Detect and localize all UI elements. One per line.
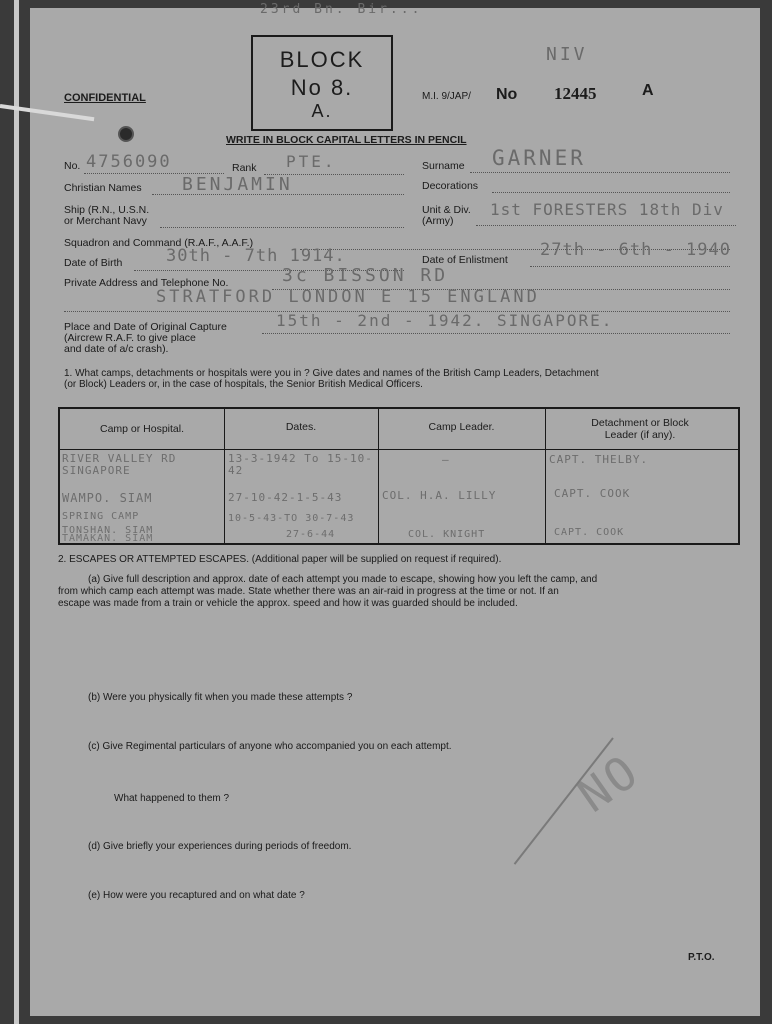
unit-label-1: Unit & Div. [422, 204, 471, 216]
rank-label: Rank [232, 162, 257, 174]
rank-value: PTE. [286, 152, 337, 171]
ref-suffix: A [642, 82, 654, 99]
christian-names-label: Christian Names [64, 182, 142, 194]
ref-number: 12445 [554, 84, 597, 103]
top-note: 23rd Bn. Bir... [260, 2, 423, 17]
ref-no-label: No [496, 86, 518, 103]
q1-text-1: 1. What camps, detachments or hospitals were you in ? Give dates and names of the British Camp Leaders, Detachment [64, 368, 599, 379]
table-row-1-camp: RIVER VALLEY RD SINGAPORE [62, 452, 177, 477]
address-value-1: 3c BISSON RD [282, 265, 449, 286]
q2-a-line-1: (a) Give full description and approx. date of each attempt you made to escape, showing how you left the camp, and [88, 574, 598, 585]
ref-code: M.I. 9/JAP/ [422, 91, 471, 102]
stamp-line-1: BLOCK [279, 47, 365, 72]
surname-label: Surname [422, 160, 465, 172]
pto-label: P.T.O. [688, 952, 715, 963]
q2-heading: 2. ESCAPES OR ATTEMPTED ESCAPES. (Additional paper will be supplied on request if required). [58, 554, 502, 565]
ship-label-1: Ship (R.N., U.S.N. [64, 204, 150, 216]
header-dates: Dates. [285, 421, 317, 433]
header-camp-leader: Camp Leader. [428, 421, 495, 433]
table-row-1-leader: — [442, 453, 450, 466]
unit-value: 1st FORESTERS 18th Div [490, 200, 724, 219]
table-row-5-dates: 27-6-44 [286, 529, 336, 540]
q2-e: (e) How were you recaptured and on what date ? [88, 890, 305, 901]
binding-cord [14, 0, 19, 1024]
table-row-2-camp: WAMPO. SIAM [62, 491, 153, 505]
capture-label-2: (Aircrew R.A.F. to give place [64, 332, 196, 344]
table-row-1-detachment: CAPT. THELBY. [549, 453, 649, 466]
christian-names-value: BENJAMIN [182, 174, 293, 195]
table-row-2-leader: COL. H.A. LILLY [382, 489, 497, 502]
confidential-label: CONFIDENTIAL [64, 92, 146, 104]
address-value-2: STRATFORD LONDON E 15 ENGLAND [156, 287, 540, 307]
dob-label: Date of Birth [64, 257, 123, 269]
stamp-line-3: A. [311, 101, 333, 121]
table-row-5-detachment: CAPT. COOK [554, 527, 625, 538]
table-row-4-camp: TONSHAN. SIAM [62, 525, 154, 536]
decorations-label: Decorations [422, 180, 479, 192]
niv-note: NIV [546, 44, 588, 65]
header-detachment: Detachment or Block Leader (if any). [591, 417, 689, 441]
surname-value: GARNER [492, 146, 586, 170]
q1-text-2: (or Block) Leaders or, in the case of hospitals, the Senior British Medical Officers. [64, 379, 423, 390]
q2-c-followup: What happened to them ? [114, 793, 230, 804]
enlistment-label: Date of Enlistment [422, 254, 508, 266]
dob-value: 30th - 7th 1914. [166, 246, 346, 266]
table-row-5-leader: COL. KNIGHT [408, 529, 486, 540]
form-page [30, 2, 760, 1016]
q2-a-line-3: escape was made from a train or vehicle the approx. speed and how it was guarded should be included. [58, 598, 518, 609]
no-value: 4756090 [86, 152, 172, 172]
escape-answer: NO [568, 743, 650, 823]
table-row-2-detachment: CAPT. COOK [554, 487, 631, 500]
capture-label-1: Place and Date of Original Capture [64, 321, 227, 333]
capture-value: 15th - 2nd - 1942. SINGAPORE. [276, 311, 614, 330]
capture-label-3: and date of a/c crash). [64, 343, 169, 355]
enlistment-value: 27th - 6th - 1940 [540, 240, 731, 260]
table-row-3-dates: 10-5-43-TO 30-7-43 [228, 513, 355, 524]
block-stamp [251, 35, 393, 131]
table-row-1-dates: 13-3-1942 To 15-10-42 [228, 452, 373, 477]
q2-d: (d) Give briefly your experiences during periods of freedom. [88, 841, 352, 852]
table-row-3-camp: SPRING CAMP [62, 511, 140, 522]
unit-label-2: (Army) [422, 215, 454, 227]
instruction: WRITE IN BLOCK CAPITAL LETTERS IN PENCIL [226, 134, 467, 146]
camps-table [58, 407, 740, 545]
q2-b: (b) Were you physically fit when you made these attempts ? [88, 692, 353, 703]
q2-c: (c) Give Regimental particulars of anyone who accompanied you on each attempt. [88, 741, 452, 752]
header-camp: Camp or Hospital. [99, 423, 185, 435]
table-row-5-camp: TAMAKAN. SIAM [62, 533, 154, 544]
q2-a-line-2: from which camp each attempt was made. State whether there was an air-raid in progress at the time or not. If an [58, 586, 559, 597]
table-row-2-dates: 27-10-42-1-5-43 [228, 491, 343, 504]
address-label: Private Address and Telephone No. [64, 277, 229, 289]
punch-hole [118, 126, 134, 142]
squadron-label: Squadron and Command (R.A.F., A.A.F.) [64, 237, 254, 249]
no-label: No. [64, 160, 81, 172]
stamp-line-2: No 8. [290, 75, 354, 100]
ship-label-2: or Merchant Navy [64, 215, 147, 227]
